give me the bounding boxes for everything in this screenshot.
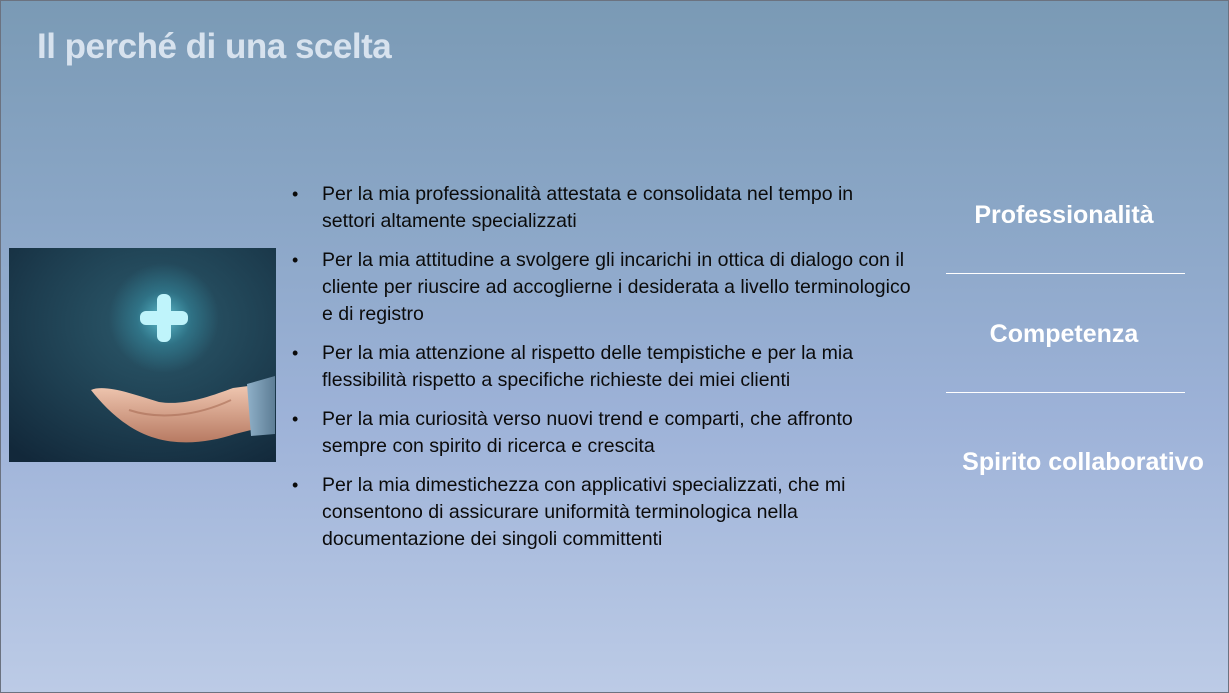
slide-title: Il perché di una scelta xyxy=(37,27,392,66)
list-item: • Per la mia attitudine a svolgere gli incarichi in ottica di dialogo con il cliente per riuscire ad accoglierne i desiderata a livello terminologico e di registro xyxy=(291,247,911,328)
list-item: • Per la mia curiosità verso nuovi trend e comparti, che affronto sempre con spirito di ricerca e crescita xyxy=(291,406,911,460)
divider xyxy=(946,392,1185,393)
reasons-list xyxy=(291,181,911,565)
list-item: • Per la mia dimestichezza con applicativi specializzati, che mi consentono di assicurare uniformità terminologica nella documentazione dei singoli committenti xyxy=(291,472,911,553)
keyword-professionalita: Professionalità xyxy=(974,201,1154,229)
keyword-competenza: Competenza xyxy=(989,320,1139,348)
divider xyxy=(946,273,1185,274)
list-item: • Per la mia attenzione al rispetto delle tempistiche e per la mia flessibilità rispetto a specifiche richieste dei miei clienti xyxy=(291,340,911,394)
list-item: • Per la mia professionalità attestata e consolidata nel tempo in settori altamente specializzati xyxy=(291,181,911,235)
hand-plus-icon xyxy=(9,248,276,462)
keyword-spirito-collaborativo: Spirito collaborativo xyxy=(962,448,1204,476)
